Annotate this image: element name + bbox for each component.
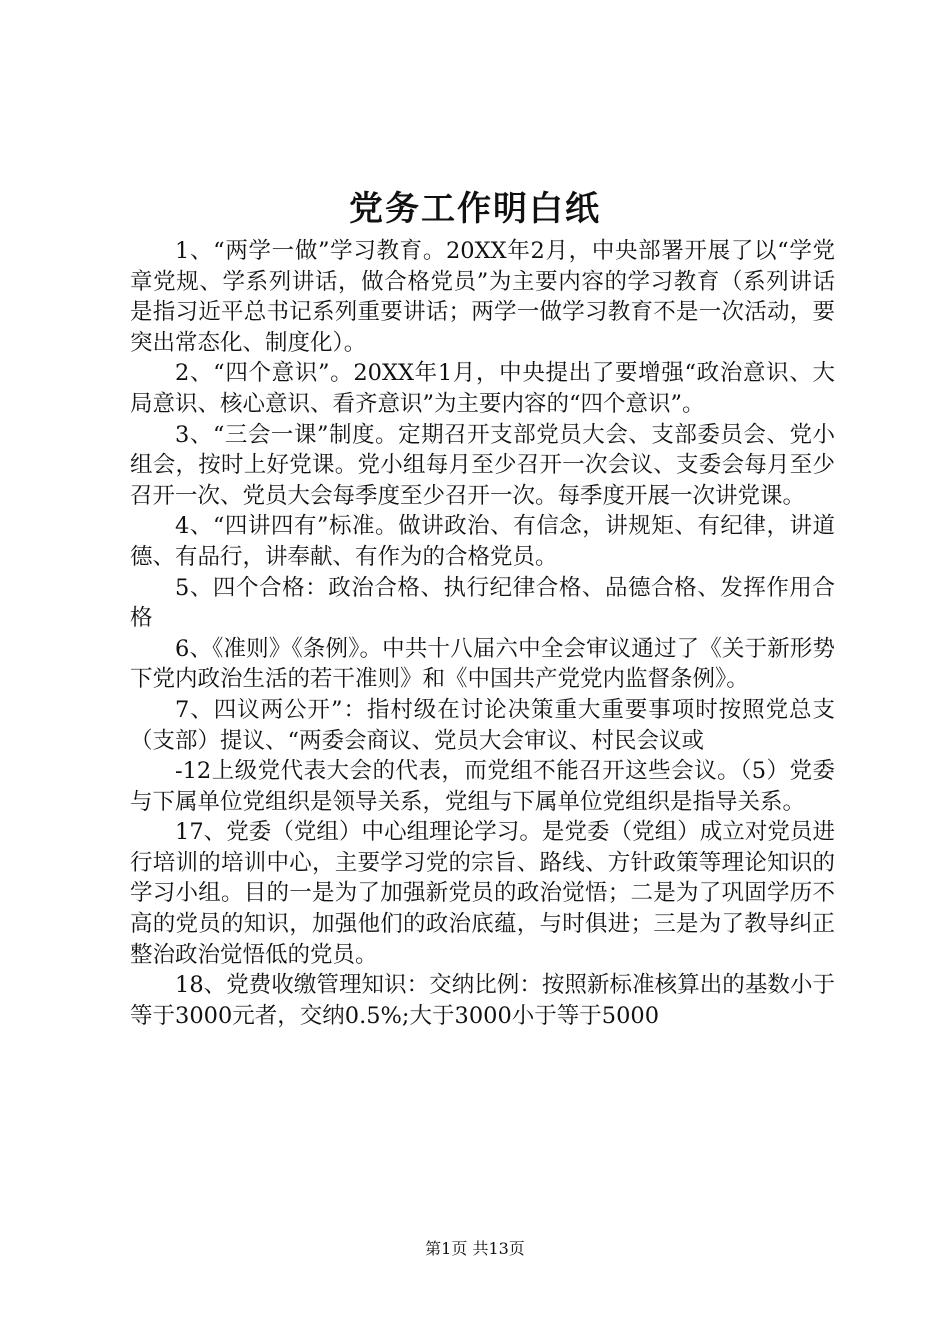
paragraph-1: 1、“两学一做”学习教育。20XX年2月，中央部署开展了以“学党章党规、学系列讲话，做合格党员”为主要内容的学习教育（系列讲话是指习近平总书记系列重要讲话；两学一做学习教育不是一次活动，要突出常态化、制度化）。: [130, 238, 835, 356]
paragraph-2: 2、“四个意识”。20XX年1月，中央提出了要增强“政治意识、大局意识、核心意识、看齐意识”为主要内容的“四个意识”。: [130, 360, 835, 417]
document-body: [130, 236, 835, 1031]
paragraph-6: 6、《准则》《条例》。中共十八届六中全会审议通过了《关于新形势下党内政治生活的若干准则》和《中国共产党党内监督条例》。: [130, 635, 835, 693]
paragraph-4: 4、“四讲四有”标准。做讲政治、有信念，讲规矩、有纪律，讲道德、有品行，讲奉献、有作为的合格党员。: [130, 513, 835, 570]
paragraph-17: 17、党委（党组）中心组理论学习。是党委（党组）成立对党员进行培训的培训中心，主要学习党的宗旨、路线、方针政策等理论知识的学习小组。目的一是为了加强新党员的政治觉悟；二是为了巩固学历不高的党员的知识，加强他们的政治底蕴，与时俱进；三是为了教导纠正整治政治觉悟低的党员。: [130, 819, 835, 968]
paragraph-8: -12上级党代表大会的代表，而党组不能召开这些会议。（5）党委与下属单位党组织是领导关系，党组与下属单位党组织是指导关系。: [130, 758, 835, 815]
paragraph-3: 3、“三会一课”制度。定期召开支部党员大会、支部委员会、党小组会，按时上好党课。党小组每月至少召开一次会议、支委会每月至少召开一次、党员大会每季度至少召开一次。每季度开展一次讲党课。: [130, 421, 835, 509]
paragraph-18: 18、党费收缴管理知识：交纳比例：按照新标准核算出的基数小于等于3000元者，交纳0.5%;大于3000小于等于5000: [130, 972, 835, 1029]
page-number-footer: 第1页 共13页: [425, 1239, 525, 1258]
document-title: 党务工作明白纸: [349, 189, 601, 229]
paragraph-5: 5、四个合格：政治合格、执行纪律合格、品德合格、发挥作用合格: [130, 574, 835, 632]
paragraph-7: 7、四议两公开”：指村级在讨论决策重大重要事项时按照党总支（支部）提议、“两委会商议、党员大会审议、村民会议或: [130, 696, 835, 754]
